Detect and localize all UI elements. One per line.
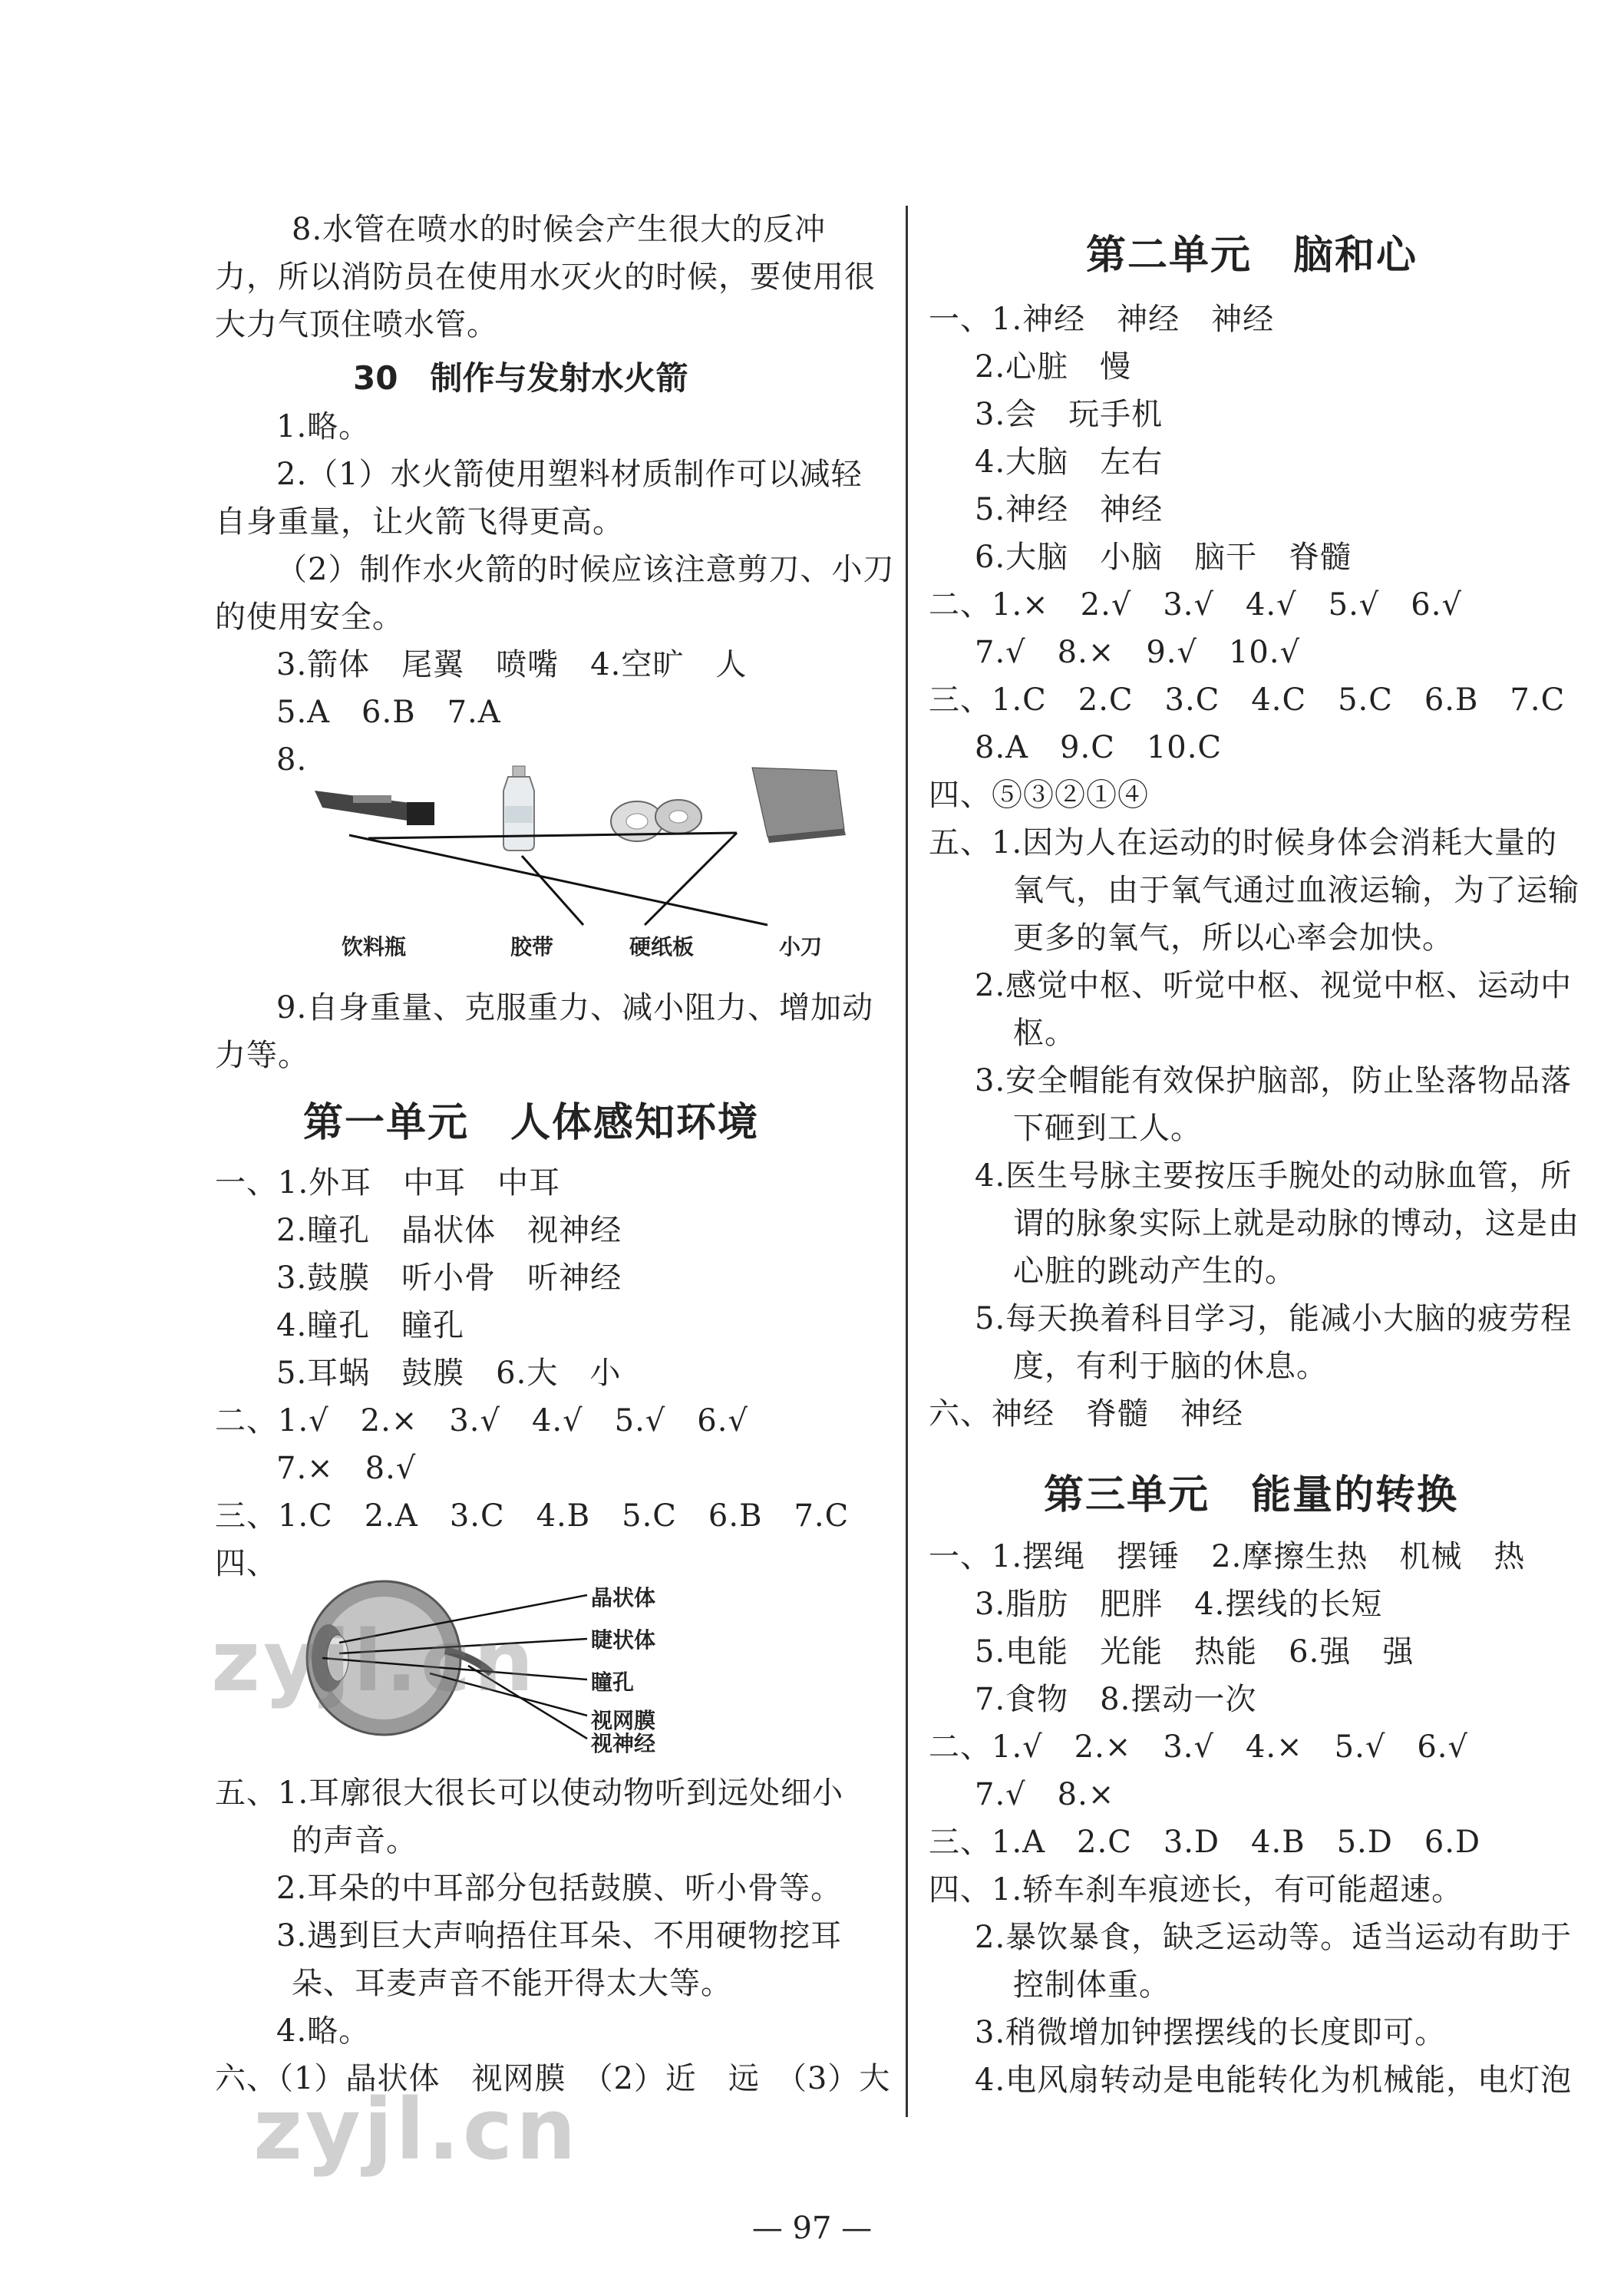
s30-item2-line1: 2.（1）水火箭使用塑料材质制作可以减轻 [276, 457, 863, 492]
u3-part2-line1: 二、1.√ 2.× 3.√ 4.× 5.√ 6.√ [929, 1729, 1468, 1765]
u2-part1-line1: 一、1.神经 神经 神经 [929, 302, 1275, 337]
watermark: zyjl.cn [211, 1612, 537, 1710]
eye-label-pupil: 瞳孔 [591, 1670, 635, 1695]
u2-part5-item3-line1: 3.安全帽能有效保护脑部，防止坠落物品落 [975, 1063, 1573, 1098]
u1-part1-line4: 4.瞳孔 瞳孔 [276, 1308, 465, 1343]
column-divider [906, 206, 908, 2117]
u2-part1-line3: 3.会 玩手机 [975, 397, 1164, 432]
u2-part3-line1: 三、1.C 2.C 3.C 4.C 5.C 6.B 7.C [929, 682, 1566, 718]
s30-item8: 8. [276, 742, 308, 778]
u2-part6: 六、神经 脊髓 神经 [929, 1396, 1243, 1432]
u1-part6: 六、（1）晶状体 视网膜 （2）近 远 （3）大 [215, 2061, 891, 2096]
u1-part4: 四、 [215, 1546, 278, 1581]
s30-item1: 1.略。 [276, 409, 371, 444]
eye-label-ciliary: 睫状体 [591, 1627, 656, 1653]
unit3-title: 第三单元 能量的转换 [1044, 1472, 1459, 1518]
u3-part3: 三、1.A 2.C 3.D 4.B 5.D 6.D [929, 1825, 1481, 1860]
u2-part5-item2-line2: 枢。 [1013, 1016, 1076, 1051]
u1-part5-item1-line2: 的声音。 [292, 1823, 418, 1858]
u2-part4: 四、⑤③②①④ [929, 778, 1149, 813]
q8-line1: 8.水管在喷水的时候会产生很大的反冲 [292, 212, 827, 247]
match-label-tape: 胶带 [510, 934, 554, 960]
u2-part1-line6: 6.大脑 小脑 脑干 脊髓 [975, 540, 1352, 575]
watermark: zyjl.cn [253, 2080, 579, 2178]
q8-line3: 大力气顶住喷水管。 [215, 307, 498, 342]
u2-part1-line5: 5.神经 神经 [975, 492, 1164, 527]
u1-part5-item1-line1: 五、1.耳廓很大很长可以使动物听到远处细小 [215, 1775, 844, 1811]
match-line [368, 833, 737, 838]
u1-part3: 三、1.C 2.A 3.C 4.B 5.C 6.B 7.C [215, 1498, 850, 1534]
s30-item2b-line2: 的使用安全。 [215, 600, 404, 635]
s30-item9-line2: 力等。 [215, 1038, 309, 1073]
bottle-icon [503, 766, 534, 851]
unit2-title: 第二单元 脑和心 [1086, 233, 1418, 279]
u1-part5-item4: 4.略。 [276, 2013, 371, 2049]
q8-line2: 力，所以消防员在使用水灭火的时候，要使用很 [215, 259, 876, 295]
s30-item2b-line1: （2）制作水火箭的时候应该注意剪刀、小刀 [276, 552, 895, 587]
u2-part5-item5-line2: 度，有利于脑的休息。 [1013, 1349, 1328, 1384]
u3-part4-item1: 四、1.轿车刹车痕迹长，有可能超速。 [929, 1872, 1464, 1908]
cardboard-icon [752, 768, 846, 843]
eye-label-lens: 晶状体 [591, 1585, 656, 1610]
u2-part5-item1-line2: 氧气，由于氧气通过血液运输，为了运输 [1013, 873, 1579, 908]
u3-part1-line3: 5.电能 光能 热能 6.强 强 [975, 1634, 1414, 1670]
match-line [522, 856, 583, 925]
match-line [645, 833, 737, 925]
u1-part1-line5: 5.耳蜗 鼓膜 6.大 小 [276, 1356, 622, 1391]
unit1-title: 第一单元 人体感知环境 [303, 1100, 760, 1146]
matching-diagram [307, 760, 860, 936]
u3-part1-line1: 一、1.摆绳 摆锤 2.摩擦生热 机械 热 [929, 1539, 1526, 1574]
match-label-knife: 小刀 [779, 934, 823, 960]
u2-part1-line4: 4.大脑 左右 [975, 444, 1164, 480]
u1-part2-line1: 二、1.√ 2.× 3.√ 4.√ 5.√ 6.√ [215, 1403, 748, 1438]
u2-part5-item4-line3: 心脏的跳动产生的。 [1013, 1254, 1296, 1289]
u3-part4-item2-line2: 控制体重。 [1013, 1967, 1170, 2003]
u2-part2-line1: 二、1.× 2.√ 3.√ 4.√ 5.√ 6.√ [929, 587, 1462, 623]
section-30-title: 30 制作与发射水火箭 [353, 359, 688, 397]
u2-part3-line2: 8.A 9.C 10.C [975, 730, 1223, 765]
match-label-cardboard: 硬纸板 [629, 934, 695, 960]
u3-part1-line2: 3.脂肪 肥胖 4.摆线的长短 [975, 1587, 1383, 1622]
u2-part1-line2: 2.心脏 慢 [975, 349, 1132, 385]
u1-part1-line1: 一、1.外耳 中耳 中耳 [215, 1165, 561, 1201]
u1-part1-line3: 3.鼓膜 听小骨 听神经 [276, 1260, 622, 1296]
u2-part5-item1-line3: 更多的氧气，所以心率会加快。 [1013, 920, 1454, 956]
u2-part5-item4-line1: 4.医生号脉主要按压手腕处的动脉血管，所 [975, 1158, 1573, 1194]
match-label-bottle: 饮料瓶 [342, 934, 407, 960]
u2-part5-item2-line1: 2.感觉中枢、听觉中枢、视觉中枢、运动中 [975, 968, 1573, 1003]
s30-item9-line1: 9.自身重量、克服重力、减小阻力、增加动 [276, 990, 874, 1026]
u3-part2-line2: 7.√ 8.× [975, 1777, 1115, 1812]
match-line [349, 835, 767, 925]
u1-part2-line2: 7.× 8.√ [276, 1451, 417, 1486]
u3-part4-item4: 4.电风扇转动是电能转化为机械能，电灯泡 [975, 2063, 1573, 2098]
eye-label-optic-nerve: 视神经 [591, 1731, 656, 1756]
s30-item3: 3.箭体 尾翼 喷嘴 4.空旷 人 [276, 647, 748, 682]
u3-part4-item2-line1: 2.暴饮暴食，缺乏运动等。适当运动有助于 [975, 1920, 1573, 1955]
eye-label-retina: 视网膜 [591, 1708, 656, 1733]
s30-item2-line2: 自身重量，让火箭飞得更高。 [215, 504, 624, 540]
u2-part5-item4-line2: 谓的脉象实际上就是动脉的博动，这是由 [1013, 1206, 1579, 1241]
u1-part5-item2: 2.耳朵的中耳部分包括鼓膜、听小骨等。 [276, 1871, 843, 1906]
u3-part4-item3: 3.稍微增加钟摆摆线的长度即可。 [975, 2015, 1447, 2050]
page-number: — 97 — [751, 2211, 873, 2246]
s30-item5: 5.A 6.B 7.A [276, 695, 501, 730]
u1-part1-line2: 2.瞳孔 晶状体 视神经 [276, 1213, 622, 1248]
u2-part5-item5-line1: 5.每天换着科目学习，能减小大脑的疲劳程 [975, 1301, 1573, 1336]
u1-part5-item3-line1: 3.遇到巨大声响捂住耳朵、不用硬物挖耳 [276, 1918, 843, 1954]
u2-part2-line2: 7.√ 8.× 9.√ 10.√ [975, 635, 1301, 670]
u2-part5-item3-line2: 下砸到工人。 [1013, 1111, 1202, 1146]
u1-part5-item3-line2: 朵、耳麦声音不能开得太大等。 [292, 1966, 732, 2001]
u2-part5-item1-line1: 五、1.因为人在运动的时候身体会消耗大量的 [929, 825, 1558, 860]
knife-icon [315, 791, 434, 825]
u3-part1-line4: 7.食物 8.摆动一次 [975, 1682, 1257, 1717]
